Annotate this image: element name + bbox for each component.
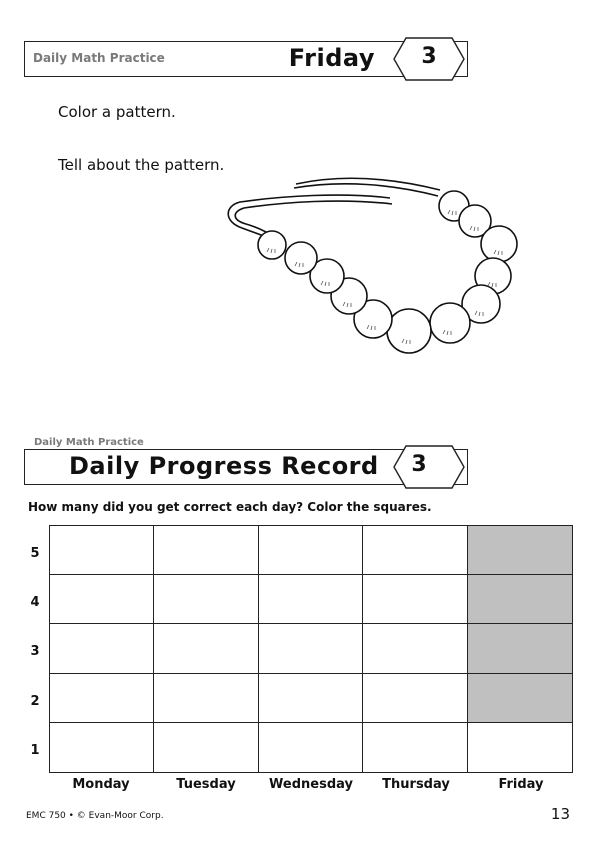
grid-square-friday-1[interactable] bbox=[468, 723, 572, 772]
grid-square-monday-5[interactable] bbox=[50, 526, 154, 575]
progress-series-label: Daily Math Practice bbox=[34, 437, 144, 448]
row-label-5: 5 bbox=[30, 546, 40, 561]
bead-necklace-icon bbox=[222, 176, 522, 356]
grid-square-thursday-4[interactable] bbox=[363, 575, 467, 624]
day-label-tuesday: Tuesday bbox=[176, 777, 236, 792]
prompt-color-pattern: Color a pattern. bbox=[58, 103, 176, 121]
page-number: 13 bbox=[550, 805, 570, 823]
grid-square-thursday-1[interactable] bbox=[363, 723, 467, 772]
row-label-3: 3 bbox=[30, 644, 40, 659]
grid-square-friday-3[interactable] bbox=[468, 624, 572, 673]
series-label: Daily Math Practice bbox=[33, 51, 165, 65]
grid-square-wednesday-2[interactable] bbox=[259, 674, 363, 723]
progress-grid bbox=[49, 525, 573, 773]
prompt-tell-pattern: Tell about the pattern. bbox=[58, 156, 225, 174]
row-label-1: 1 bbox=[30, 743, 40, 758]
grid-square-monday-3[interactable] bbox=[50, 624, 154, 673]
grid-square-tuesday-3[interactable] bbox=[154, 624, 258, 673]
grid-square-friday-5[interactable] bbox=[468, 526, 572, 575]
grid-square-thursday-2[interactable] bbox=[363, 674, 467, 723]
grid-square-tuesday-2[interactable] bbox=[154, 674, 258, 723]
grid-square-monday-4[interactable] bbox=[50, 575, 154, 624]
day-label-wednesday: Wednesday bbox=[269, 777, 353, 792]
progress-number: 3 bbox=[411, 452, 427, 477]
footer-credit: EMC 750 • © Evan-Moor Corp. bbox=[26, 811, 164, 821]
grid-square-thursday-3[interactable] bbox=[363, 624, 467, 673]
grid-square-tuesday-5[interactable] bbox=[154, 526, 258, 575]
activity-number: 3 bbox=[421, 44, 437, 69]
grid-square-monday-2[interactable] bbox=[50, 674, 154, 723]
grid-square-friday-2[interactable] bbox=[468, 674, 572, 723]
grid-square-tuesday-4[interactable] bbox=[154, 575, 258, 624]
grid-square-wednesday-4[interactable] bbox=[259, 575, 363, 624]
row-label-4: 4 bbox=[30, 595, 40, 610]
grid-square-wednesday-5[interactable] bbox=[259, 526, 363, 575]
progress-title: Daily Progress Record bbox=[69, 452, 379, 480]
day-label-friday: Friday bbox=[498, 777, 544, 792]
day-title: Friday bbox=[288, 44, 375, 72]
day-label-thursday: Thursday bbox=[382, 777, 450, 792]
progress-question: How many did you get correct each day? Color the squares. bbox=[28, 500, 432, 514]
row-label-2: 2 bbox=[30, 694, 40, 709]
grid-square-tuesday-1[interactable] bbox=[154, 723, 258, 772]
grid-square-wednesday-1[interactable] bbox=[259, 723, 363, 772]
grid-square-wednesday-3[interactable] bbox=[259, 624, 363, 673]
grid-square-monday-1[interactable] bbox=[50, 723, 154, 772]
grid-square-friday-4[interactable] bbox=[468, 575, 572, 624]
grid-square-thursday-5[interactable] bbox=[363, 526, 467, 575]
day-label-monday: Monday bbox=[72, 777, 130, 792]
